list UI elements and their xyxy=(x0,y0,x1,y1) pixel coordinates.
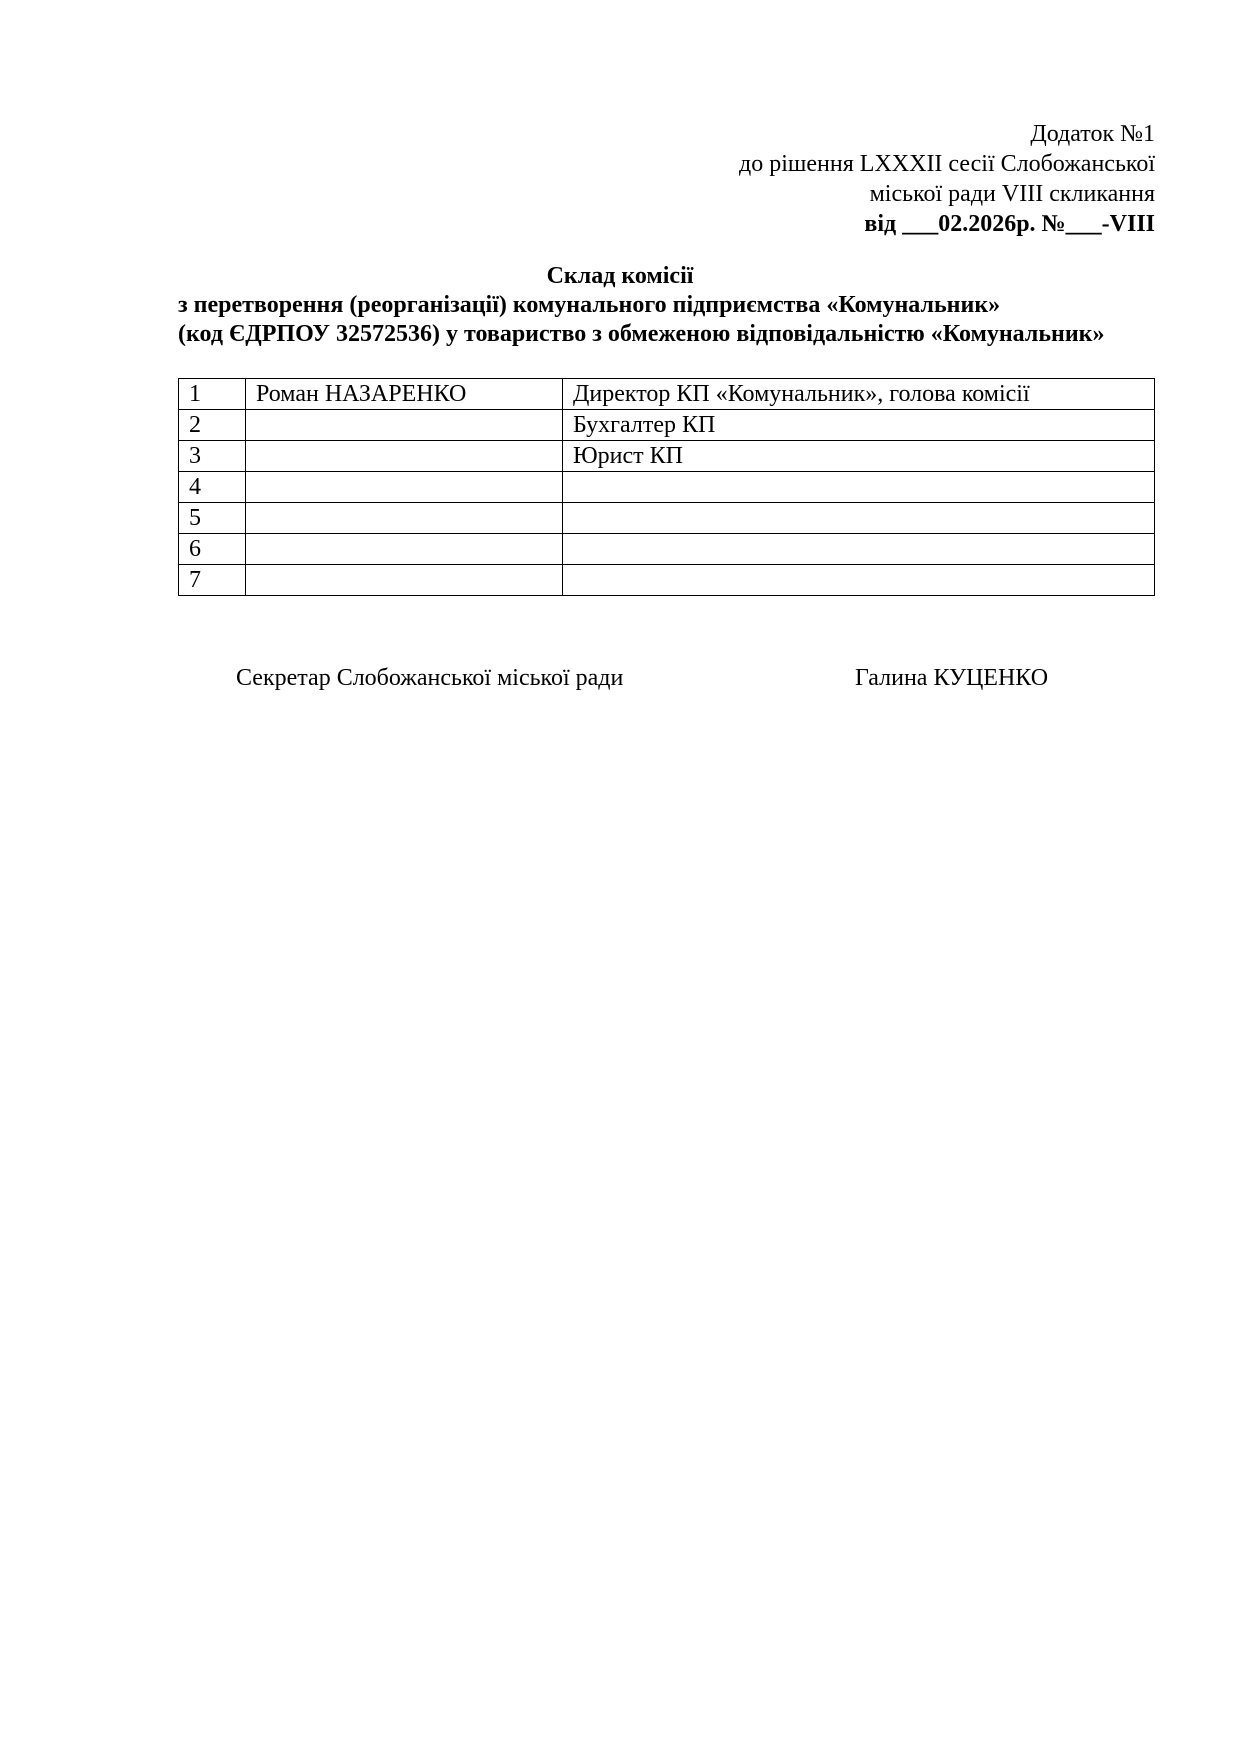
document-title: Склад комісії xyxy=(546,263,694,289)
appendix-council: міської ради VIII скликання xyxy=(869,181,1155,207)
row-number: 6 xyxy=(179,534,246,565)
document-subtitle-2: (код ЄДРПОУ 32572536) у товариство з обмеженою відповідальністю «Комунальник» xyxy=(178,321,1105,347)
member-name: Роман НАЗАРЕНКО xyxy=(246,379,563,410)
table-row xyxy=(179,534,1155,565)
row-number: 1 xyxy=(179,379,246,410)
member-role xyxy=(563,565,1155,596)
member-name xyxy=(246,410,563,441)
table-row xyxy=(179,379,1155,410)
document-heading xyxy=(0,262,1240,349)
member-name xyxy=(246,472,563,503)
table-row xyxy=(179,565,1155,596)
member-role xyxy=(563,503,1155,534)
appendix-decision: до рішення LXXXII сесії Слобожанської xyxy=(739,151,1155,177)
member-name xyxy=(246,565,563,596)
table-row xyxy=(179,410,1155,441)
document-subtitle-1: з перетворення (реорганізації) комунального підприємства «Комунальник» xyxy=(178,292,1001,318)
member-name xyxy=(246,534,563,565)
member-role xyxy=(563,534,1155,565)
member-role: Юрист КП xyxy=(563,441,1155,472)
table-row xyxy=(179,441,1155,472)
row-number: 2 xyxy=(179,410,246,441)
table-row xyxy=(179,503,1155,534)
appendix-block xyxy=(739,119,1155,239)
appendix-number: Додаток №1 xyxy=(1030,121,1155,147)
member-role xyxy=(563,472,1155,503)
row-number: 7 xyxy=(179,565,246,596)
row-number: 3 xyxy=(179,441,246,472)
appendix-date-number: від ___02.2026р. №___-VIII xyxy=(864,211,1155,237)
row-number: 5 xyxy=(179,503,246,534)
table-row xyxy=(179,472,1155,503)
commission-members-table xyxy=(178,378,1155,596)
member-name xyxy=(246,503,563,534)
signatory-name: Галина КУЦЕНКО xyxy=(855,665,1049,691)
signatory-position: Секретар Слобожанської міської ради xyxy=(236,665,624,691)
row-number: 4 xyxy=(179,472,246,503)
member-role: Бухгалтер КП xyxy=(563,410,1155,441)
member-name xyxy=(246,441,563,472)
member-role: Директор КП «Комунальник», голова комісії xyxy=(563,379,1155,410)
